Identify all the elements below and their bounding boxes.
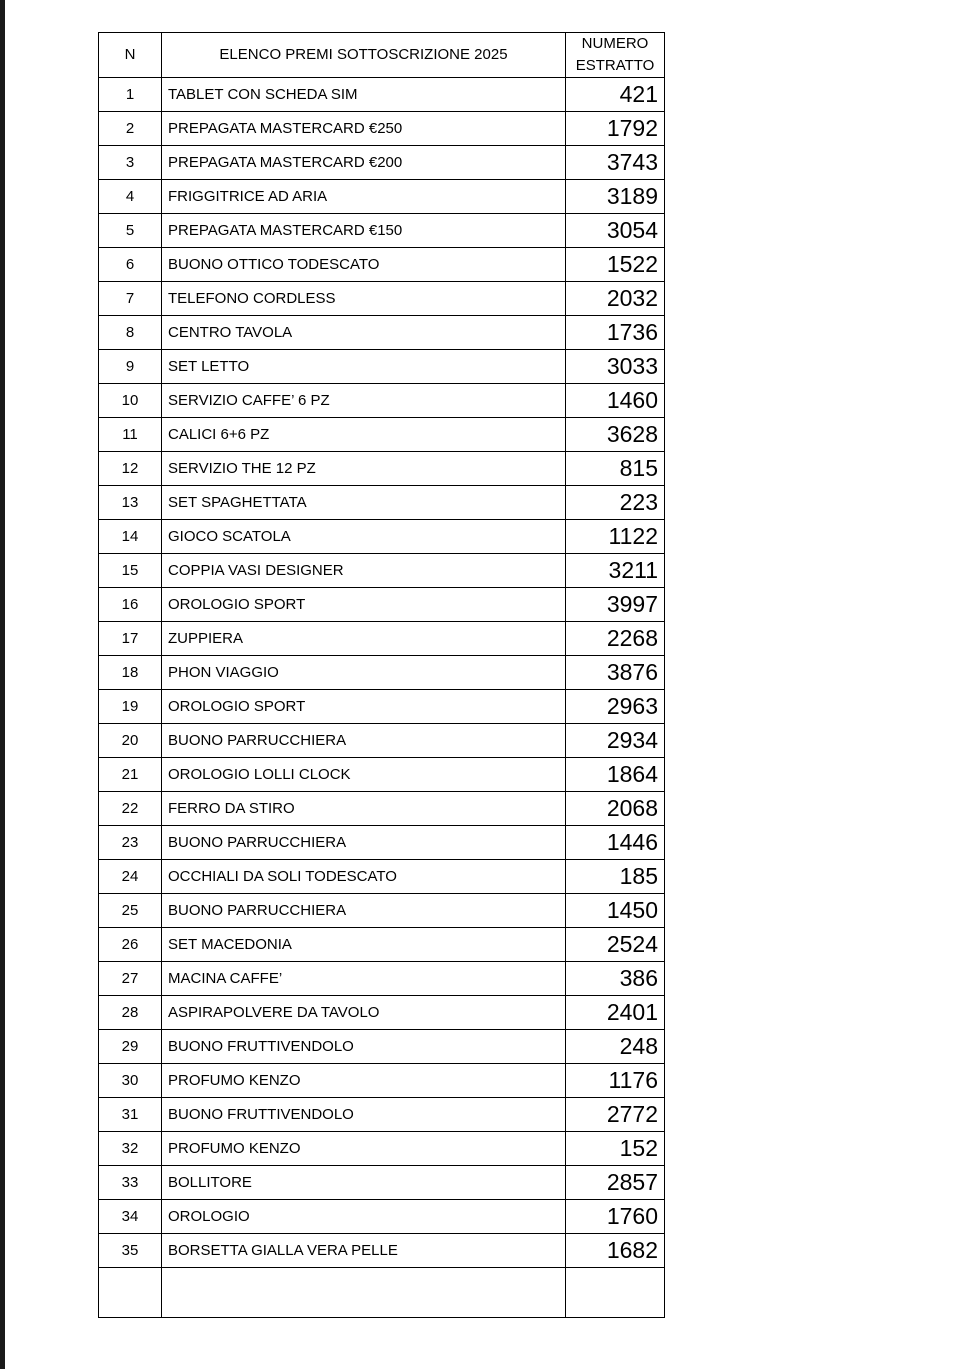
drawn-number-cell: 3054: [566, 214, 665, 248]
drawn-number-cell: 815: [566, 452, 665, 486]
row-number-cell: 4: [99, 180, 162, 214]
drawn-number-cell: 2857: [566, 1166, 665, 1200]
table-row: [99, 690, 665, 724]
table-row: [99, 962, 665, 996]
prize-name-cell: OROLOGIO SPORT: [162, 588, 566, 622]
row-number-cell: 31: [99, 1098, 162, 1132]
row-number-cell: 20: [99, 724, 162, 758]
table-row: [99, 112, 665, 146]
drawn-number-cell: 1122: [566, 520, 665, 554]
prize-name-cell: BUONO FRUTTIVENDOLO: [162, 1098, 566, 1132]
table-row: [99, 928, 665, 962]
row-number-cell: 13: [99, 486, 162, 520]
table-row: [99, 860, 665, 894]
table-row: [99, 384, 665, 418]
table-row: [99, 1166, 665, 1200]
table-row: [99, 180, 665, 214]
empty-n-cell: [99, 1268, 162, 1318]
prize-name-cell: OROLOGIO LOLLI CLOCK: [162, 758, 566, 792]
row-number-cell: 14: [99, 520, 162, 554]
prize-name-cell: SET SPAGHETTATA: [162, 486, 566, 520]
header-drawn-number-line2: ESTRATTO: [575, 57, 655, 74]
row-number-cell: 26: [99, 928, 162, 962]
prize-name-cell: BUONO FRUTTIVENDOLO: [162, 1030, 566, 1064]
drawn-number-cell: 1450: [566, 894, 665, 928]
header-n: N: [99, 33, 162, 78]
drawn-number-cell: 2401: [566, 996, 665, 1030]
drawn-number-cell: 1460: [566, 384, 665, 418]
table-row: [99, 452, 665, 486]
prize-name-cell: BORSETTA GIALLA VERA PELLE: [162, 1234, 566, 1268]
prize-name-cell: TABLET CON SCHEDA SIM: [162, 78, 566, 112]
row-number-cell: 23: [99, 826, 162, 860]
drawn-number-cell: 3743: [566, 146, 665, 180]
drawn-number-cell: 1446: [566, 826, 665, 860]
table-row: [99, 1234, 665, 1268]
prize-name-cell: OROLOGIO SPORT: [162, 690, 566, 724]
drawn-number-cell: 3997: [566, 588, 665, 622]
row-number-cell: 7: [99, 282, 162, 316]
drawn-number-cell: 1864: [566, 758, 665, 792]
drawn-number-cell: 2772: [566, 1098, 665, 1132]
drawn-number-cell: 2963: [566, 690, 665, 724]
row-number-cell: 24: [99, 860, 162, 894]
prize-name-cell: CALICI 6+6 PZ: [162, 418, 566, 452]
prize-name-cell: FRIGGITRICE AD ARIA: [162, 180, 566, 214]
table-row: [99, 316, 665, 350]
table-row: [99, 588, 665, 622]
row-number-cell: 18: [99, 656, 162, 690]
prize-name-cell: FERRO DA STIRO: [162, 792, 566, 826]
drawn-number-cell: 386: [566, 962, 665, 996]
row-number-cell: 15: [99, 554, 162, 588]
prize-name-cell: PROFUMO KENZO: [162, 1132, 566, 1166]
prize-table: [98, 32, 665, 1318]
prize-name-cell: OCCHIALI DA SOLI TODESCATO: [162, 860, 566, 894]
drawn-number-cell: 2268: [566, 622, 665, 656]
empty-prize-cell: [162, 1268, 566, 1318]
table-row: [99, 1064, 665, 1098]
row-number-cell: 28: [99, 996, 162, 1030]
drawn-number-cell: 3628: [566, 418, 665, 452]
prize-name-cell: PREPAGATA MASTERCARD €150: [162, 214, 566, 248]
table-row: [99, 1200, 665, 1234]
row-number-cell: 3: [99, 146, 162, 180]
table-row: [99, 792, 665, 826]
left-page-edge: [0, 0, 5, 1369]
drawn-number-cell: 2068: [566, 792, 665, 826]
prize-name-cell: BOLLITORE: [162, 1166, 566, 1200]
drawn-number-cell: 2032: [566, 282, 665, 316]
table-row: [99, 554, 665, 588]
row-number-cell: 9: [99, 350, 162, 384]
table-row: [99, 146, 665, 180]
row-number-cell: 21: [99, 758, 162, 792]
drawn-number-cell: 1760: [566, 1200, 665, 1234]
row-number-cell: 12: [99, 452, 162, 486]
prize-name-cell: SET LETTO: [162, 350, 566, 384]
row-number-cell: 33: [99, 1166, 162, 1200]
row-number-cell: 5: [99, 214, 162, 248]
prize-name-cell: BUONO OTTICO TODESCATO: [162, 248, 566, 282]
drawn-number-cell: 1176: [566, 1064, 665, 1098]
row-number-cell: 16: [99, 588, 162, 622]
prize-name-cell: SET MACEDONIA: [162, 928, 566, 962]
row-number-cell: 11: [99, 418, 162, 452]
prize-name-cell: BUONO PARRUCCHIERA: [162, 894, 566, 928]
drawn-number-cell: 248: [566, 1030, 665, 1064]
prize-name-cell: CENTRO TAVOLA: [162, 316, 566, 350]
prize-name-cell: BUONO PARRUCCHIERA: [162, 826, 566, 860]
table-row: [99, 724, 665, 758]
table-row: [99, 282, 665, 316]
empty-table-row: [99, 1268, 665, 1318]
row-number-cell: 29: [99, 1030, 162, 1064]
prize-name-cell: ZUPPIERA: [162, 622, 566, 656]
row-number-cell: 30: [99, 1064, 162, 1098]
drawn-number-cell: 2934: [566, 724, 665, 758]
drawn-number-cell: 152: [566, 1132, 665, 1166]
row-number-cell: 27: [99, 962, 162, 996]
table-row: [99, 894, 665, 928]
header-prize-list: ELENCO PREMI SOTTOSCRIZIONE 2025: [162, 33, 566, 78]
drawn-number-cell: 223: [566, 486, 665, 520]
row-number-cell: 34: [99, 1200, 162, 1234]
table-row: [99, 214, 665, 248]
table-row: [99, 248, 665, 282]
header-drawn-number-line1: NUMERO: [581, 35, 649, 52]
prize-name-cell: OROLOGIO: [162, 1200, 566, 1234]
table-row: [99, 418, 665, 452]
prize-name-cell: PROFUMO KENZO: [162, 1064, 566, 1098]
prize-name-cell: MACINA CAFFE’: [162, 962, 566, 996]
prize-name-cell: SERVIZIO THE 12 PZ: [162, 452, 566, 486]
row-number-cell: 22: [99, 792, 162, 826]
prize-name-cell: SERVIZIO CAFFE’ 6 PZ: [162, 384, 566, 418]
header-drawn-number: [566, 33, 665, 78]
table-row: [99, 656, 665, 690]
table-row: [99, 486, 665, 520]
drawn-number-cell: 1522: [566, 248, 665, 282]
prize-name-cell: PREPAGATA MASTERCARD €200: [162, 146, 566, 180]
row-number-cell: 10: [99, 384, 162, 418]
drawn-number-cell: 1682: [566, 1234, 665, 1268]
table-row: [99, 1132, 665, 1166]
prize-name-cell: PREPAGATA MASTERCARD €250: [162, 112, 566, 146]
drawn-number-cell: 3189: [566, 180, 665, 214]
drawn-number-cell: 185: [566, 860, 665, 894]
table-row: [99, 1098, 665, 1132]
row-number-cell: 8: [99, 316, 162, 350]
table-row: [99, 78, 665, 112]
table-row: [99, 996, 665, 1030]
table-row: [99, 622, 665, 656]
drawn-number-cell: 3033: [566, 350, 665, 384]
prize-name-cell: COPPIA VASI DESIGNER: [162, 554, 566, 588]
prize-name-cell: BUONO PARRUCCHIERA: [162, 724, 566, 758]
empty-number-cell: [566, 1268, 665, 1318]
table-row: [99, 758, 665, 792]
row-number-cell: 2: [99, 112, 162, 146]
table-row: [99, 350, 665, 384]
prize-name-cell: PHON VIAGGIO: [162, 656, 566, 690]
drawn-number-cell: 1792: [566, 112, 665, 146]
drawn-number-cell: 3876: [566, 656, 665, 690]
prize-name-cell: GIOCO SCATOLA: [162, 520, 566, 554]
table-row: [99, 520, 665, 554]
prize-name-cell: ASPIRAPOLVERE DA TAVOLO: [162, 996, 566, 1030]
row-number-cell: 35: [99, 1234, 162, 1268]
prize-name-cell: TELEFONO CORDLESS: [162, 282, 566, 316]
row-number-cell: 25: [99, 894, 162, 928]
row-number-cell: 32: [99, 1132, 162, 1166]
drawn-number-cell: 2524: [566, 928, 665, 962]
table-header-row: [99, 33, 665, 78]
drawn-number-cell: 1736: [566, 316, 665, 350]
row-number-cell: 17: [99, 622, 162, 656]
row-number-cell: 1: [99, 78, 162, 112]
table-body: [99, 78, 665, 1318]
drawn-number-cell: 421: [566, 78, 665, 112]
drawn-number-cell: 3211: [566, 554, 665, 588]
row-number-cell: 19: [99, 690, 162, 724]
row-number-cell: 6: [99, 248, 162, 282]
table-row: [99, 1030, 665, 1064]
table-row: [99, 826, 665, 860]
